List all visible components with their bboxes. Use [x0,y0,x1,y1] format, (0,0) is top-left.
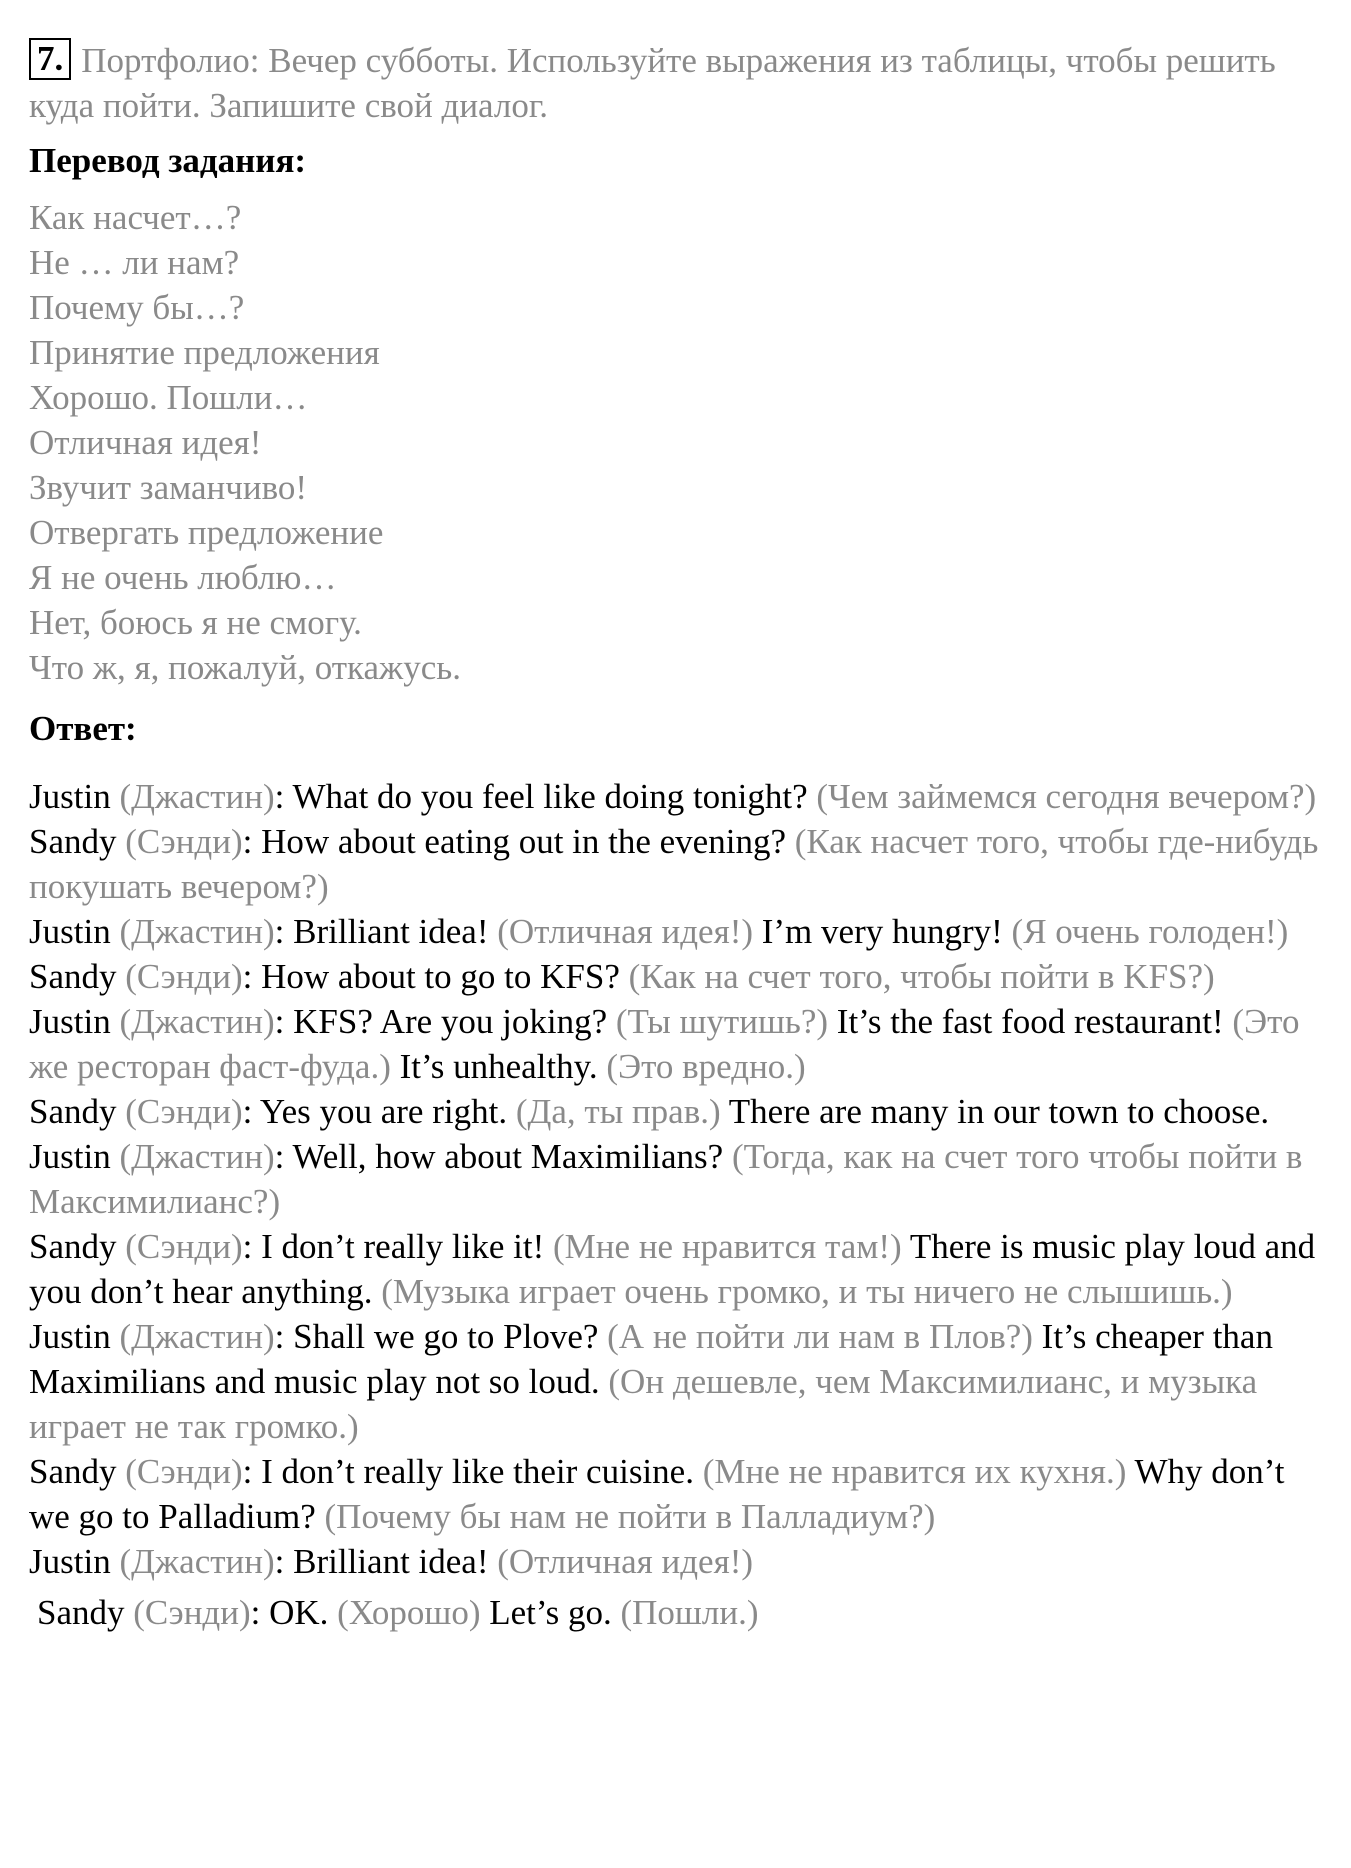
phrase-item: Я не очень люблю… [29,558,337,597]
speaker-name: Justin [29,912,111,951]
phrase-item: Почему бы…? [29,288,245,327]
phrase-item: Отвергать предложение [29,513,384,552]
task-statement [29,38,1334,128]
speaker-name-translation: (Сэнди) [125,1452,243,1491]
translation-text: (Он дешевле, чем Максимилианс, и музыка играет не так громко.) [29,1362,1258,1446]
english-text: Let’s go. [489,1593,612,1632]
translation-text: (Мне не нравится их кухня.) [702,1452,1127,1491]
document-page [29,38,1334,1635]
translation-text: (Почему бы нам не пойти в Палладиум?) [324,1497,936,1536]
speaker-name-translation: (Сэнди) [125,1227,243,1266]
english-text: Why don’t we go to Palladium? [29,1452,1285,1536]
dialogue-turn: Justin (Джастин): KFS? Are you joking? (Ты шутишь?) It’s the fast food restaurant! (Это же ресторан фаст-фуда.) It’s unhealthy. (Это вредно.) [29,1002,1300,1086]
translation-text: (Это вредно.) [606,1047,806,1086]
dialogue-turn: Sandy (Сэнди): Yes you are right. (Да, ты прав.) There are many in our town to choose. [29,1092,1270,1131]
speaker-name: Justin [29,1002,111,1041]
answer-heading: Ответ: [29,709,137,748]
speaker-name-translation: (Джастин) [119,1137,275,1176]
translation-text: (Как на счет того, чтобы пойти в KFS?) [628,957,1215,996]
english-text: How about to go to KFS? [261,957,620,996]
speaker-name: Justin [29,777,111,816]
speaker-name: Sandy [29,1092,117,1131]
phrase-item: Не … ли нам? [29,243,240,282]
speaker-name-translation: (Сэнди) [133,1593,251,1632]
speaker-name-translation: (Сэнди) [125,822,243,861]
dialogue-turn: Sandy (Сэнди): How about eating out in the evening? (Как насчет того, чтобы где-нибудь покушать вечером?) [29,822,1319,906]
phrase-list [29,195,1334,690]
dialogue-turn: Justin (Джастин): Shall we go to Plove? (А не пойти ли нам в Плов?) It’s cheaper than Maximilians and music play not so loud. (Он дешевле, чем Максимилианс, и музыка играет не так громко.) [29,1317,1273,1446]
translation-text: (Чем займемся сегодня вечером?) [816,777,1317,816]
dialogue [29,774,1334,1635]
task-number: 7. [29,38,71,80]
translation-text: (Я очень голоден!) [1011,912,1289,951]
translation-text: (Отличная идея!) [497,1542,753,1581]
speaker-name-translation: (Джастин) [119,1542,275,1581]
phrase-item: Как насчет…? [29,198,242,237]
translation-text: (Да, ты прав.) [515,1092,721,1131]
speaker-name-translation: (Джастин) [119,777,275,816]
speaker-name-translation: (Сэнди) [125,1092,243,1131]
translation-text: (Ты шутишь?) [615,1002,829,1041]
dialogue-turn: Sandy (Сэнди): How about to go to KFS? (Как на счет того, чтобы пойти в KFS?) [29,957,1215,996]
translation-text: (Как насчет того, чтобы где-нибудь покушать вечером?) [29,822,1319,906]
english-text: Yes you are right. [259,1092,508,1131]
phrase-item: Принятие предложения [29,333,380,372]
english-text: It’s unhealthy. [399,1047,598,1086]
speaker-name: Sandy [37,1593,125,1632]
phrase-item: Отличная идея! [29,423,262,462]
dialogue-turn: Justin (Джастин): Brilliant idea! (Отличная идея!) [29,1542,753,1581]
dialogue-turn: Sandy (Сэнди): OK. (Хорошо) Let’s go. (Пошли.) [37,1593,759,1632]
english-text: What do you feel like doing tonight? [292,777,808,816]
english-text: There are many in our town to choose. [728,1092,1270,1131]
translation-text: (Мне не нравится там!) [553,1227,902,1266]
english-text: Shall we go to Plove? [293,1317,599,1356]
dialogue-turn: Justin (Джастин): Brilliant idea! (Отличная идея!) I’m very hungry! (Я очень голоден!) [29,912,1289,951]
translation-text: (Отличная идея!) [497,912,753,951]
english-text: It’s the fast food restaurant! [836,1002,1224,1041]
phrase-item: Что ж, я, пожалуй, откажусь. [29,648,461,687]
english-text: I’m very hungry! [761,912,1003,951]
translation-text: (Хорошо) [337,1593,481,1632]
speaker-name: Justin [29,1542,111,1581]
speaker-name-translation: (Сэнди) [125,957,243,996]
english-text: How about eating out in the evening? [261,822,786,861]
english-text: There is music play loud and you don’t hear anything. [29,1227,1316,1311]
task-text: Портфолио: Вечер субботы. Используйте выражения из таблицы, чтобы решить куда пойти. Запишите свой диалог. [29,41,1276,125]
english-text: I don’t really like it! [261,1227,545,1266]
english-text: Brilliant idea! [293,912,489,951]
english-text: Well, how about Maximilians? [292,1137,724,1176]
translation-text: (Пошли.) [620,1593,759,1632]
speaker-name-translation: (Джастин) [119,1317,275,1356]
english-text: OK. [269,1593,329,1632]
phrase-item: Нет, боюсь я не смогу. [29,603,362,642]
translation-text: (Тогда, как на счет того чтобы пойти в Максимилианс?) [29,1137,1303,1221]
english-text: I don’t really like their cuisine. [261,1452,694,1491]
translation-heading: Перевод задания: [29,141,307,180]
speaker-name: Sandy [29,957,117,996]
dialogue-turn: Justin (Джастин): What do you feel like doing tonight? (Чем займемся сегодня вечером?) [29,777,1317,816]
phrase-item: Хорошо. Пошли… [29,378,308,417]
english-text: KFS? Are you joking? [293,1002,608,1041]
speaker-name-translation: (Джастин) [119,1002,275,1041]
translation-text: (Это же ресторан фаст-фуда.) [29,1002,1300,1086]
translation-text: (А не пойти ли нам в Плов?) [607,1317,1033,1356]
dialogue-turn: Sandy (Сэнди): I don’t really like it! (Мне не нравится там!) There is music play loud and you don’t hear anything. (Музыка играет очень громко, и ты ничего не слышишь.) [29,1227,1316,1311]
speaker-name: Sandy [29,1452,117,1491]
speaker-name: Sandy [29,1227,117,1266]
english-text: It’s cheaper than Maximilians and music play not so loud. [29,1317,1273,1401]
phrase-item: Звучит заманчиво! [29,468,308,507]
speaker-name-translation: (Джастин) [119,912,275,951]
speaker-name: Justin [29,1317,111,1356]
dialogue-turn: Sandy (Сэнди): I don’t really like their cuisine. (Мне не нравится их кухня.) Why don’t we go to Palladium? (Почему бы нам не пойти в Палладиум?) [29,1452,1285,1536]
speaker-name: Justin [29,1137,111,1176]
translation-text: (Музыка играет очень громко, и ты ничего не слышишь.) [381,1272,1233,1311]
speaker-name: Sandy [29,822,117,861]
dialogue-turn: Justin (Джастин): Well, how about Maximilians? (Тогда, как на счет того чтобы пойти в Максимилианс?) [29,1137,1303,1221]
english-text: Brilliant idea! [293,1542,489,1581]
